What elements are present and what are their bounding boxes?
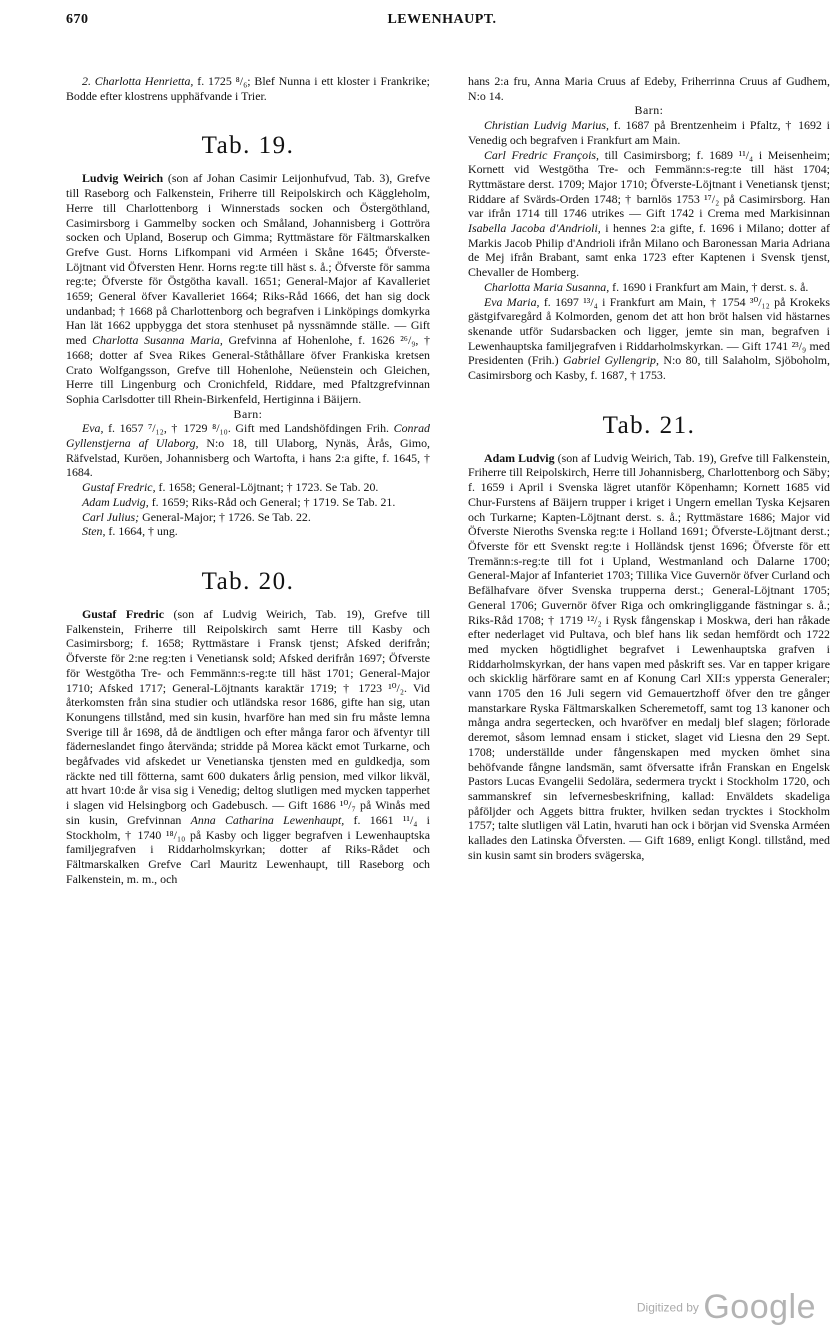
page-number: 670 — [66, 12, 89, 27]
child-entry: Carl Julius; General-Major; † 1726. Se Tab. 22. — [82, 509, 311, 524]
tab-19-entry: Ludvig Weirich (son af Johan Casimir Leijonhufvud, Tab. 3), Grefve till Raseborg och Falkenstein, Friherre till Reipolskirch och Käggleholm, Herre till Charlottenborg i Winnerstads socken och Östergöthland, Casimirsborg i Gammelby socken och Småland, Johannisberg i Gottröra socken och Upland, Boserup och Gimma; Ryttmästare för Fältmarskalken Grefve Gust. Horns Lifkompani vid Arméen i Skåne 1645; Öfverste-Löjtnant vid Öfversten Henr. Horns reg:te till häst s. å.; Öfverste för samma reg:te; Öfverste för Östgötha kavall. 1651; General-Major af Kavalleriet 1659; General öfver Kavalleriet 1664; Riks-Råd 1666, det han sig dock undanbad; † 1668 på Charlottenborg och begrafven i Linköpings domkyrka Han lät 1662 uppbygga det stora stenhuset på nyssnämnde ställe. — Gift med Charlotta Susanna Maria, Grefvinna af Hohenlohe, f. 1626 ²⁶/₉, † 1668; dotter af Svea Rikes General-Ståthållare öfver Frankiska kretsen Crato Wolfgangsson, Grefve till Hohenlohe, Neüenstein och Gleichen, Herre till Lingenburg och Cronichfeld, Riddare, med Pfaltzgrefvinnan Sophia Carlsdotter till Rhein-Birkenfeld, Hertiginna i Bäijern. — [66, 171, 431, 406]
child-entry: Sten, f. 1664, † ung. — [82, 524, 178, 539]
child-entry: Eva, f. 1657 ⁷/₁₂, † 1729 ⁸/₁₀. Gift med Landshöfdingen Frih. Conrad Gyllenstjerna af Ulaborg, N:o 18, till Ulaborg, Nynäs, Årås, Gimo, Räfvelstad, Kuröen, Johannisberg och Wartofta, i hans 2:a gifte, f. 1645, † 1684. — [66, 421, 431, 480]
tab-20-entry: Gustaf Fredric (son af Ludvig Weirich, Tab. 19), Grefve till Falkenstein, Friherre till Reipolskirch samt Herre till Kasby och Casimirsborg; f. 1658; Ryttmästare i Fransk tjenst; Afsked derifrån; Öfverste för 2:ne reg:ten i Venetiansk sold; Afsked derifrån 1697; Öfverste för Westgötha Tre- och Femmänn:s-reg:te till häst 1701; General-Major 1710; Afsked 1717; General-Löjtnants karaktär 1719; † 1723 ¹⁰/₂. Vid återkomsten från sina studier och utländska resor 1686, gifte han sig, utan Konungens tillstånd, med sin kusin, hvarföre han med sin fru måste lemna Sverige till år 1698, då de ändtligen och efter många faror och äfventyr till fäderneslandet fingo återvända; stridde på Morea käckt emot Turkarne, och begåfvades vid afskedet ur Venetianska tjensten med en guldkedja, som räckte ned till fötterna, samt 600 dukaters årlig pension, med vilkor likväl, att hvart 10:de år visa sig i Venedig; deltog slutligen med mycken tapperhet i slagen vid Helsingborg och Gadebusch. — Gift 1686 ¹⁰/₇ på Winås med sin kusin, Grefvinnan Anna Catharina Lewenhaupt, f. 1661 ¹¹/₄ i Stockholm, † 1740 ¹⁸/₁₀ på Kasby och ligger begrafven i Lewenhauptska familjegrafven i Riddarholmskyrkan; dotter af Riks-Rådet och Fältmarskalken Grefve Carl Mauritz Lewenhaupt, till Raseborg och Falkenstein, m. m., och — [66, 606, 430, 886]
tab-20-continued: hans 2:a fru, Anna Maria Cruus af Edeby, Friherrinna Cruus af Gudhem, N:o 14. — [468, 74, 830, 103]
tab-20-heading: Tab. 20. — [201, 567, 295, 595]
digitized-by-watermark — [637, 1288, 816, 1327]
child-entry: Adam Ludvig, f. 1659; Riks-Råd och General; † 1719. Se Tab. 21. — [82, 494, 396, 509]
tab-21-entry: Adam Ludvig (son af Ludvig Weirich, Tab. 19), Grefve till Falkenstein, Friherre till Reipolskirch, Herre till Johannisberg, Charlottenborg och Säby; f. 1659 i April i Svenska lägret utanför Köpenhamn; Kornett 1685 vid Chur-Furstens af Bäijern trupper i kriget i Ungern emellan Tyska Kejsaren och Turkarne; Kapten-Löjtnant derst. s. å.; Ryttmästare 1686; Major vid Öfverste Nieroths Svenska reg:te i Holland 1691; Öfverste-Löjtnant derst.; Öfverste för ett Svenskt reg:te i Holländsk tjenst 1696; Öfverste för ett Tremänn:s-reg:te till fot i Upland, Westmanland och Dalarne 1700; General-Major af Infanteriet 1703; Tillika Vice Guvernör öfver Curland och Befälhafvare öfver Svenska trupperna derst.; General-Löjtnant 1705; General 1706; Guvernör öfver Riga och omkringliggande fästningar s. å.; Riks-Råd 1708; † 1719 ¹²/₂ i Rysk fångenskap i Moskwa, deri han råkade efter nederlaget vid Pultava, och blef hans lik sedan hemfördt och 1722 med mycken högtidlighet begrafvet i Lewenhauptska grafven i Riddarholmskyrkan, der hans vapen med påskrift ses. Var en tapper krigare och skicklig härförare samt en af Konung Carl XII:s yppersta Generaler; vann 1705 den 16 Juli segern vid Gemauertzhoff öfver den tre gånger manstarkare Ryska Fältmarskalken Scheremetoff, samt tog 13 kanoner och många andra segertecken, och hvaröfver en medalj blef slagen; förlorade deremot, såsom lemnad ensam i sticket, slaget vid Liesna den 29 Sept. 1708; underställde under fångenskapen med mycken ömhet sina behöfvande fångne landsmän, samt öfversatte ifrån Franskan en Engelsk Pastors Lucas Evangelii Sedolära, sedermera tryckt i Stockholm 1720, och sammanskref sin lefvernesbeskrifning, kallad: Enväldets skadeliga påföljder och Aggets bittra frukter, hvilken sedan trycktes i Stockholm 1757; talte slutligen väl Latin, hvaruti han ock i början vid Svenska Arméen kallades den Latinska Öfversten. — Gift 1689, enligt Kongl. tillstånd, med sin kusin samt sin broders svägerska, — [468, 450, 831, 862]
child-entry: Carl Fredric François, till Casimirsborg; f. 1689 ¹¹/₄ i Meisenheim; Kornett vid Westgötha Tre- och Femmänn:s-reg:te till häst 1704; Ryttmästare derst. 1709; Major 1710; Öfverste-Löjtnant i Venetiansk tjenst; Riddare af Svärds-Orden 1748; † barnlös 1753 ¹⁷/₂ på Casimirsborg. Han var ifrån 1714 till 1746 utrikes — Gift 1742 i Crema med Markisinnan Isabella Jacoba d'Andrioli, i hennes 2:a gifte, f. 1696 i Milano; dotter af Markis Jacob Philip d'Andrioli ifrån Milano och Baronessan Maria Adriana de Mej ifrån Brabant, samt enka 1723 efter Kaptenen i Svensk tjenst, Chevaller de Homberg. — [468, 147, 830, 280]
left-column — [66, 74, 430, 886]
google-logo: Google — [703, 1288, 816, 1326]
watermark-prefix: Digitized by — [636, 1300, 699, 1315]
running-head: LEWENHAUPT. — [387, 12, 497, 27]
child-entry: Charlotta Maria Susanna, f. 1690 i Frankfurt am Main, † derst. s. å. — [484, 279, 809, 294]
child-entry: Eva Maria, f. 1697 ¹³/₄ i Frankfurt am Main, † 1754 ³⁰/₁₂ på Krokeks gästgifvaregård å Kolmorden, genom det att hon bröt halsen vid hästarnes skenande utför Sudarsbacken och ligger, jemte sin man, begrafven i Lewenhauptska familjegrafven i Riddarholmskyrkan. — Gift 1741 ²³/₉ med Presidenten (Frih.) Gabriel Gyllengrip, N:o 80, till Salaholm, Sjöboholm, Casimirsborg och Kasby, f. 1687, † 1753. — [468, 294, 830, 383]
children-label: Barn: — [634, 103, 664, 118]
child-entry: Gustaf Fredric, f. 1658; General-Löjtnant; † 1723. Se Tab. 20. — [82, 480, 379, 495]
child-entry: Christian Ludvig Marius, f. 1687 på Brentzenheim i Pfaltz, † 1692 i Venedig och begrafven i Frankfurt am Main. — [468, 118, 830, 147]
children-label: Barn: — [233, 406, 263, 421]
page-header — [66, 12, 818, 38]
tab-19-heading: Tab. 19. — [201, 132, 295, 160]
right-column — [468, 74, 830, 862]
tab-21-heading: Tab. 21. — [602, 411, 696, 439]
continued-entry: 2. Charlotta Henrietta, f. 1725 ⁸/₆; Blef Nunna i ett kloster i Frankrike; Bodde efter klostrens upphäfvande i Trier. — [66, 74, 430, 103]
